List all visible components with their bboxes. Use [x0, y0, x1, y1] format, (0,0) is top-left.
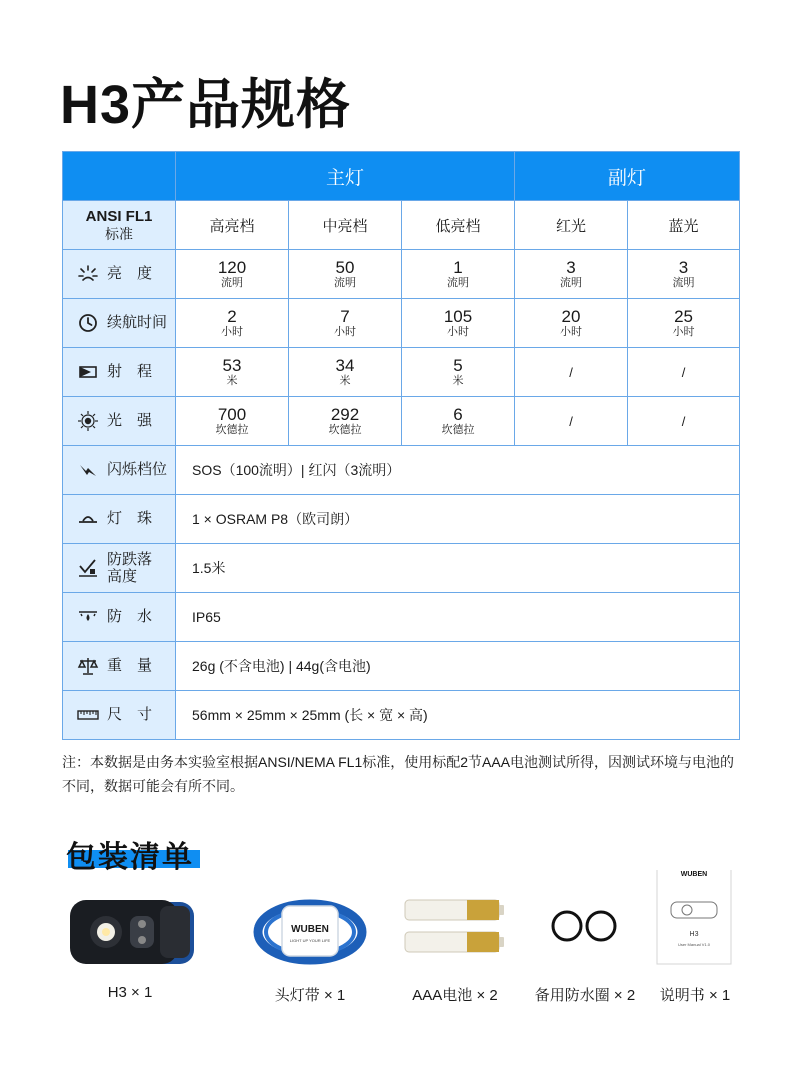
intensity-icon	[77, 410, 99, 432]
value: 20	[561, 307, 581, 327]
package-title: 包装清单	[66, 841, 194, 874]
strap-image	[230, 870, 390, 970]
strap-tagline: LIGHT UP YOUR LIFE	[289, 938, 331, 943]
mode-low: 低亮档	[402, 201, 515, 250]
standard-name: ANSI FL1	[85, 207, 153, 225]
unit: 米	[452, 374, 464, 387]
headlamp-image	[50, 870, 210, 970]
value-drop: 1.5米	[176, 544, 740, 593]
row-size	[63, 691, 740, 740]
brand-logo-text: WUBEN	[291, 924, 329, 935]
row-flash	[63, 446, 740, 495]
unit: 流明	[447, 276, 469, 289]
package-item-headlamp	[50, 870, 210, 1001]
value: 50	[335, 258, 355, 278]
mode-blue: 蓝光	[628, 201, 740, 250]
manual-brand: WUBEN	[680, 871, 708, 878]
manual-subtitle: User Manual V1.0	[677, 942, 711, 947]
unit: 小时	[560, 325, 583, 338]
standard-label: 标准	[105, 225, 133, 242]
beam-range-icon	[77, 361, 99, 383]
value-na: /	[628, 397, 740, 446]
item-caption: 头灯带 × 1	[274, 987, 346, 1004]
value-weight: 26g (不含电池) | 44g(含电池)	[176, 642, 740, 691]
item-caption: 备用防水圈 × 2	[534, 987, 636, 1004]
lightning-icon	[77, 459, 99, 481]
standard-cell	[63, 201, 176, 250]
row-label-brightness: 亮 度	[107, 265, 153, 283]
row-label-water: 防 水	[107, 608, 153, 626]
manual-image	[615, 870, 775, 970]
row-label-range: 射 程	[107, 363, 153, 381]
unit: 小时	[672, 325, 695, 338]
unit: 流明	[334, 276, 356, 289]
row-label-runtime: 续航时间	[107, 314, 168, 332]
mode-high: 高亮档	[176, 201, 289, 250]
ruler-icon	[77, 704, 99, 726]
scale-icon	[77, 655, 99, 677]
value: 292	[330, 405, 360, 425]
row-weight	[63, 642, 740, 691]
unit: 流明	[672, 276, 695, 289]
value: 6	[453, 405, 463, 425]
mode-mid: 中亮档	[289, 201, 402, 250]
value: 700	[217, 405, 247, 425]
row-range	[63, 348, 740, 397]
spec-table	[62, 151, 740, 740]
value: 5	[453, 356, 463, 376]
test-note: 注：本数据是由务本实验室根据ANSI/NEMA FL1标准，使用标配2节AAA电池测试所得，因测试环境与电池的不同，数据可能会有所不同。	[62, 754, 735, 794]
manual-model: H3	[689, 931, 699, 938]
row-runtime	[63, 299, 740, 348]
value: 53	[222, 356, 242, 376]
value-led: 1 × OSRAM P8（欧司朗）	[176, 495, 740, 544]
value-size: 56mm × 25mm × 25mm (长 × 宽 × 高)	[176, 691, 740, 740]
value: 3	[566, 258, 576, 278]
value-na: /	[515, 348, 628, 397]
header-aux-light: 副灯	[515, 152, 740, 201]
clock-icon	[77, 312, 99, 334]
unit: 流明	[560, 276, 583, 289]
unit: 米	[339, 374, 351, 387]
value: 3	[678, 258, 689, 278]
value-flash: SOS（100流明）| 红闪（3流明）	[176, 446, 740, 495]
row-label-size: 尺 寸	[107, 706, 153, 724]
unit: 米	[226, 374, 238, 387]
package-item-manual	[615, 870, 775, 1004]
row-label-drop: 防跌落高度	[107, 550, 153, 585]
header-corner	[63, 152, 176, 201]
value: 25	[674, 307, 693, 327]
waterproof-icon	[77, 606, 99, 628]
unit: 小时	[221, 325, 243, 338]
unit: 小时	[447, 325, 469, 338]
row-label-led: 灯 珠	[107, 510, 153, 528]
value-water: IP65	[176, 593, 740, 642]
row-label-flash: 闪烁档位	[107, 461, 168, 479]
header-main-light: 主灯	[176, 152, 515, 201]
value: 34	[335, 356, 355, 376]
brightness-icon	[77, 263, 99, 285]
row-led	[63, 495, 740, 544]
package-item-strap	[230, 870, 390, 1004]
row-drop	[63, 544, 740, 593]
row-label-weight: 重 量	[107, 657, 153, 675]
drop-test-icon	[77, 557, 99, 579]
row-brightness	[63, 250, 740, 299]
value: 2	[227, 307, 237, 327]
value: 120	[217, 258, 247, 278]
unit: 流明	[221, 276, 243, 289]
unit: 坎德拉	[215, 423, 249, 436]
value: 105	[443, 307, 473, 327]
unit: 小时	[334, 325, 356, 338]
led-icon	[77, 508, 99, 530]
row-intensity	[63, 397, 740, 446]
unit: 坎德拉	[328, 423, 362, 436]
page-title: H3产品规格	[60, 75, 352, 135]
unit: 坎德拉	[441, 423, 475, 436]
value: 1	[453, 258, 463, 278]
row-label-intensity: 光 强	[107, 412, 153, 430]
item-caption: AAA电池 × 2	[412, 987, 498, 1004]
value-na: /	[628, 348, 740, 397]
row-water	[63, 593, 740, 642]
mode-red: 红光	[515, 201, 628, 250]
item-caption: 说明书 × 1	[659, 987, 731, 1004]
value: 7	[340, 307, 350, 327]
item-caption: H3 × 1	[107, 984, 153, 1001]
value-na: /	[515, 397, 628, 446]
